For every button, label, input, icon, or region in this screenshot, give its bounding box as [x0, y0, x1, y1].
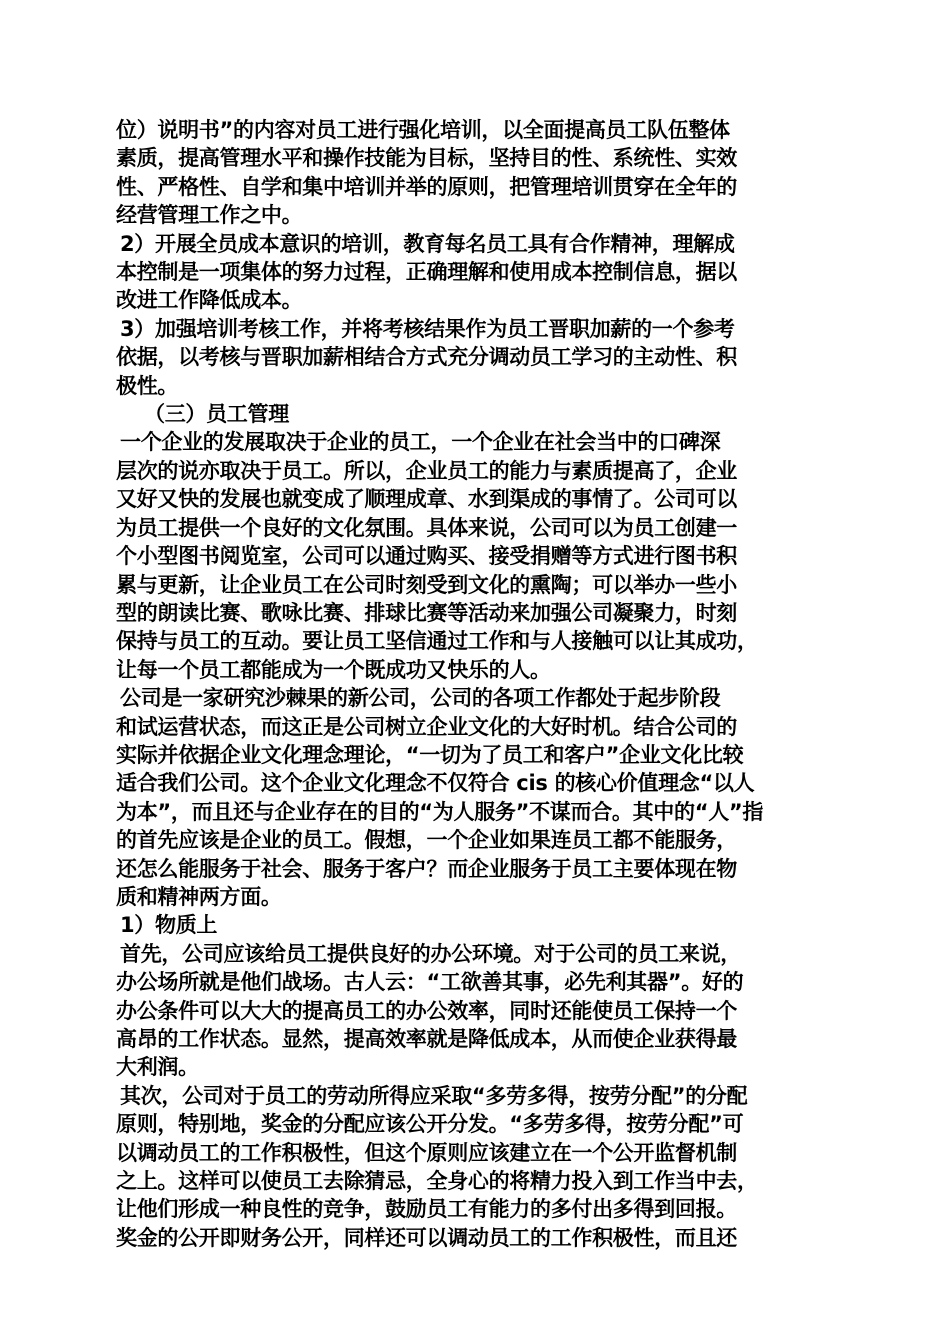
text-line: 型的朗读比赛、歌咏比赛、排球比赛等活动来加强公司凝聚力，时刻	[116, 600, 737, 625]
text-line: 又好又快的发展也就变成了顺理成章、水到渠成的事情了。公司可以	[116, 487, 737, 512]
text-line: 一个企业的发展取决于企业的员工，一个企业在社会当中的口碑深	[120, 430, 721, 455]
text-line: 改进工作降低成本。	[116, 288, 303, 313]
text-line: 为员工提供一个良好的文化氛围。具体来说，公司可以为员工创建一	[116, 515, 737, 540]
text-line: 累与更新，让企业员工在公司时刻受到文化的熏陶；可以举办一些小	[116, 572, 737, 597]
text-line: 其次，公司对于员工的劳动所得应采取“多劳多得，按劳分配”的分配	[120, 1083, 748, 1108]
text-line: 素质，提高管理水平和操作技能为目标，坚持目的性、系统性、实效	[116, 146, 737, 171]
text-line: 保持与员工的互动。要让员工坚信通过工作和与人接触可以让其成功，	[116, 629, 758, 654]
text-line: 个小型图书阅览室，公司可以通过购买、接受捐赠等方式进行图书积	[116, 544, 737, 569]
text-line: 奖金的公开即财务公开，同样还可以调动员工的工作积极性，而且还	[116, 1225, 737, 1250]
text-line: 为本”，而且还与企业存在的目的“为人服务”不谋而合。其中的“人”指	[116, 799, 764, 824]
text-line: 2）开展全员成本意识的培训，教育每名员工具有合作精神，理解成	[120, 231, 735, 256]
text-line: 让他们形成一种良性的竞争，鼓励员工有能力的多付出多得到回报。	[116, 1197, 737, 1222]
text-line: 办公场所就是他们战场。古人云：“工欲善其事，必先利其器”。好的	[116, 970, 744, 995]
section-heading: （三）员工管理	[144, 402, 289, 427]
text-line: 性、严格性、自学和集中培训并举的原则，把管理培训贯穿在全年的	[116, 174, 737, 199]
text-line: 高昂的工作状态。显然，提高效率就是降低成本，从而使企业获得最	[116, 1027, 737, 1051]
text-line: 让每一个员工都能成为一个既成功又快乐的人。	[116, 657, 551, 682]
text-line: 实际并依据企业文化理念理论，“一切为了员工和客户”企业文化比较	[116, 742, 744, 767]
subsection-heading: 1）物质上	[120, 913, 218, 938]
text-line: 经营管理工作之中。	[116, 203, 303, 228]
text-line: 之上。这样可以使员工去除猜忌，全身心的将精力投入到工作当中去，	[116, 1169, 758, 1194]
text-line: 以调动员工的工作积极性，但这个原则应该建立在一个公开监督机制	[116, 1140, 737, 1165]
text-line: 办公条件可以大大的提高员工的办公效率，同时还能使员工保持一个	[116, 998, 737, 1023]
text-line: 极性。	[116, 373, 179, 398]
document-page	[116, 116, 846, 1252]
text-line: 公司是一家研究沙棘果的新公司，公司的各项工作都处于起步阶段	[120, 686, 721, 711]
text-line: 大利润。	[116, 1055, 199, 1080]
text-line: 的首先应该是企业的员工。假想，一个企业如果连员工都不能服务，	[116, 828, 737, 853]
text-line: 还怎么能服务于社会、服务于客户？而企业服务于员工主要体现在物	[116, 856, 737, 881]
text-line: 质和精神两方面。	[116, 884, 282, 909]
text-line: 本控制是一项集体的努力过程，正确理解和使用成本控制信息，据以	[116, 260, 737, 285]
text-line: 适合我们公司。这个企业文化理念不仅符合 cis 的核心价值理念“以人	[116, 771, 755, 796]
text-line: 层次的说亦取决于员工。所以，企业员工的能力与素质提高了，企业	[116, 458, 737, 483]
text-line: 3）加强培训考核工作，并将考核结果作为员工晋职加薪的一个参考	[120, 316, 735, 341]
text-line: 和试运营状态，而这正是公司树立企业文化的大好时机。结合公司的	[116, 714, 737, 739]
text-line: 依据，以考核与晋职加薪相结合方式充分调动员工学习的主动性、积	[116, 345, 737, 370]
text-line: 位）说明书”的内容对员工进行强化培训，以全面提高员工队伍整体	[116, 118, 730, 142]
text-line: 首先，公司应该给员工提供良好的办公环境。对于公司的员工来说，	[120, 941, 741, 966]
text-line: 原则，特别地，奖金的分配应该公开分发。“多劳多得，按劳分配”可	[116, 1112, 744, 1137]
